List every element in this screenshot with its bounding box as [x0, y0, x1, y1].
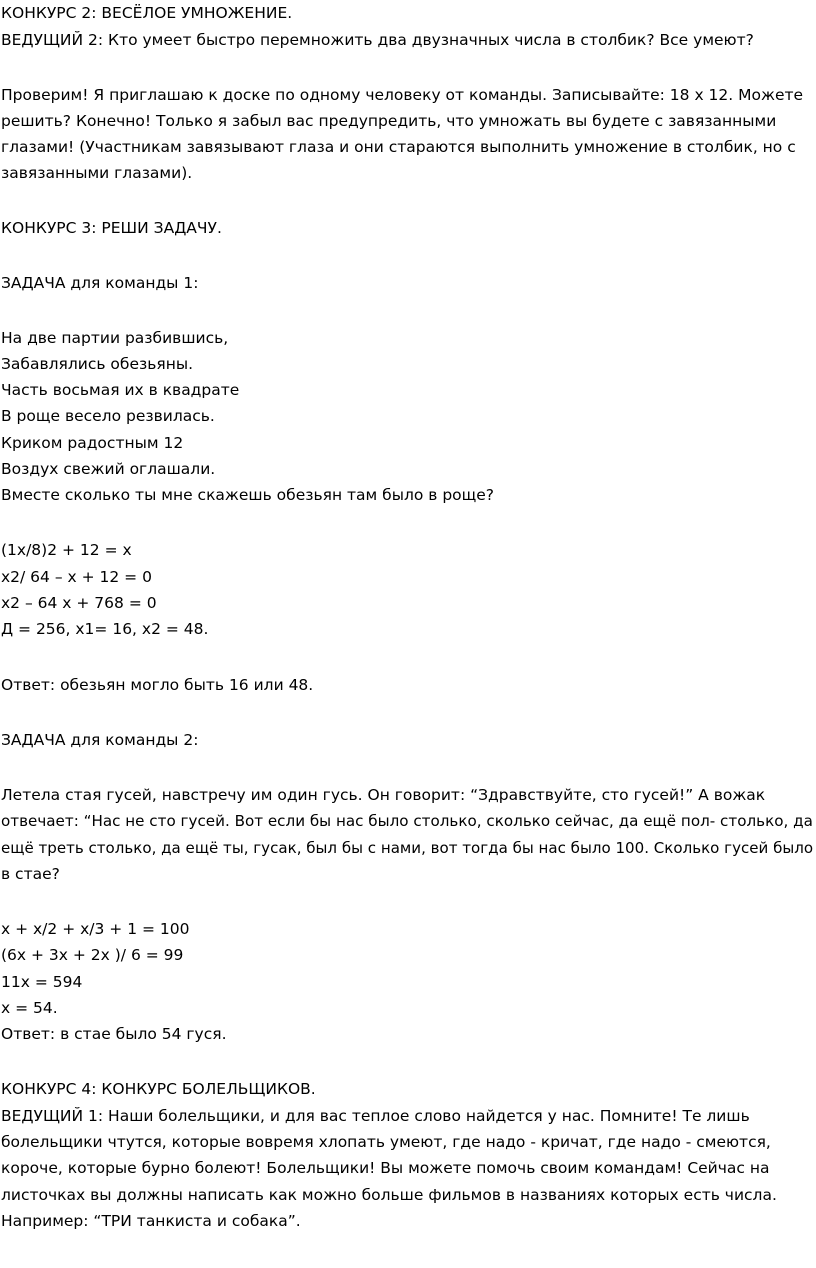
poem-line: Воздух свежий оглашали. [1, 460, 216, 478]
poem-line: Вместе сколько ты мне скажешь обезьян там было в роще? [1, 486, 495, 504]
task-team-2-heading: ЗАДАЧА для команды 2: [1, 731, 199, 749]
equation-line: (6х + 3х + 2х )/ 6 = 99 [1, 946, 184, 964]
poem-line: Часть восьмая их в квадрате [1, 381, 240, 399]
contest-4-heading: КОНКУРС 4: КОНКУРС БОЛЕЛЬЩИКОВ. [1, 1080, 316, 1098]
paragraph-line: Например: “ТРИ танкиста и собака”. [1, 1212, 301, 1230]
equation-line: х = 54. [1, 999, 58, 1017]
equation-line: х2 – 64 х + 768 = 0 [1, 594, 157, 612]
paragraph-line: глазами! (Участникам завязывают глаза и они стараются выполнить умножение в столбик, но с [1, 138, 796, 156]
equation-line: х2/ 64 – х + 12 = 0 [1, 568, 152, 586]
poem-line: Забавлялись обезьяны. [1, 355, 194, 373]
contest-2-heading: КОНКУРС 2: ВЕСЁЛОЕ УМНОЖЕНИЕ. [1, 4, 293, 22]
task-team-1-heading: ЗАДАЧА для команды 1: [1, 274, 199, 292]
answer-task-2: Ответ: в стае было 54 гуся. [1, 1025, 227, 1043]
paragraph-line: короче, которые бурно болеют! Болельщики! Вы можете помочь своим командам! Сейчас на [1, 1159, 770, 1177]
equation-line: Д = 256, х1= 16, х2 = 48. [1, 620, 209, 638]
paragraph-line: болельщики чтутся, которые вовремя хлопать умеют, где надо - кричат, где надо - смеются, [1, 1133, 771, 1151]
poem-line: На две партии разбившись, [1, 329, 229, 347]
poem-line: Криком радостным 12 [1, 434, 184, 452]
contest-3-heading: КОНКУРС 3: РЕШИ ЗАДАЧУ. [1, 219, 222, 237]
paragraph-line: листочках вы должны написать как можно больше фильмов в названиях которых есть числа. [1, 1186, 777, 1204]
equation-line: 11х = 594 [1, 973, 83, 991]
equation-line: х + х/2 + х/3 + 1 = 100 [1, 920, 190, 938]
paragraph-line: отвечает: “Нас не сто гусей. Вот если бы нас было столько, сколько сейчас, да ещё пол- столько, да [1, 812, 813, 830]
paragraph-line: ещё треть столько, да ещё ты, гусак, был бы с нами, вот тогда бы нас было 100. Сколько гусей было [1, 839, 814, 857]
answer-task-1: Ответ: обезьян могло быть 16 или 48. [1, 676, 314, 694]
host-2-question: ВЕДУЩИЙ 2: Кто умеет быстро перемножить два двузначных числа в столбик? Все умеют? [1, 31, 754, 49]
paragraph-line: завязанными глазами). [1, 164, 193, 182]
paragraph-line: в стае? [1, 865, 60, 883]
paragraph-line: ВЕДУЩИЙ 1: Наши болельщики, и для вас теплое слово найдется у нас. Помните! Те лишь [1, 1107, 750, 1125]
equation-line: (1х/8)2 + 12 = х [1, 541, 132, 559]
paragraph-line: Проверим! Я приглашаю к доске по одному человеку от команды. Записывайте: 18 х 12. Можете [1, 86, 804, 104]
paragraph-line: решить? Конечно! Только я забыл вас предупредить, что умножать вы будете с завязанными [1, 112, 777, 130]
paragraph-line: Летела стая гусей, навстречу им один гусь. Он говорит: “Здравствуйте, сто гусей!” А вожак [1, 786, 766, 804]
poem-line: В роще весело резвилась. [1, 407, 215, 425]
